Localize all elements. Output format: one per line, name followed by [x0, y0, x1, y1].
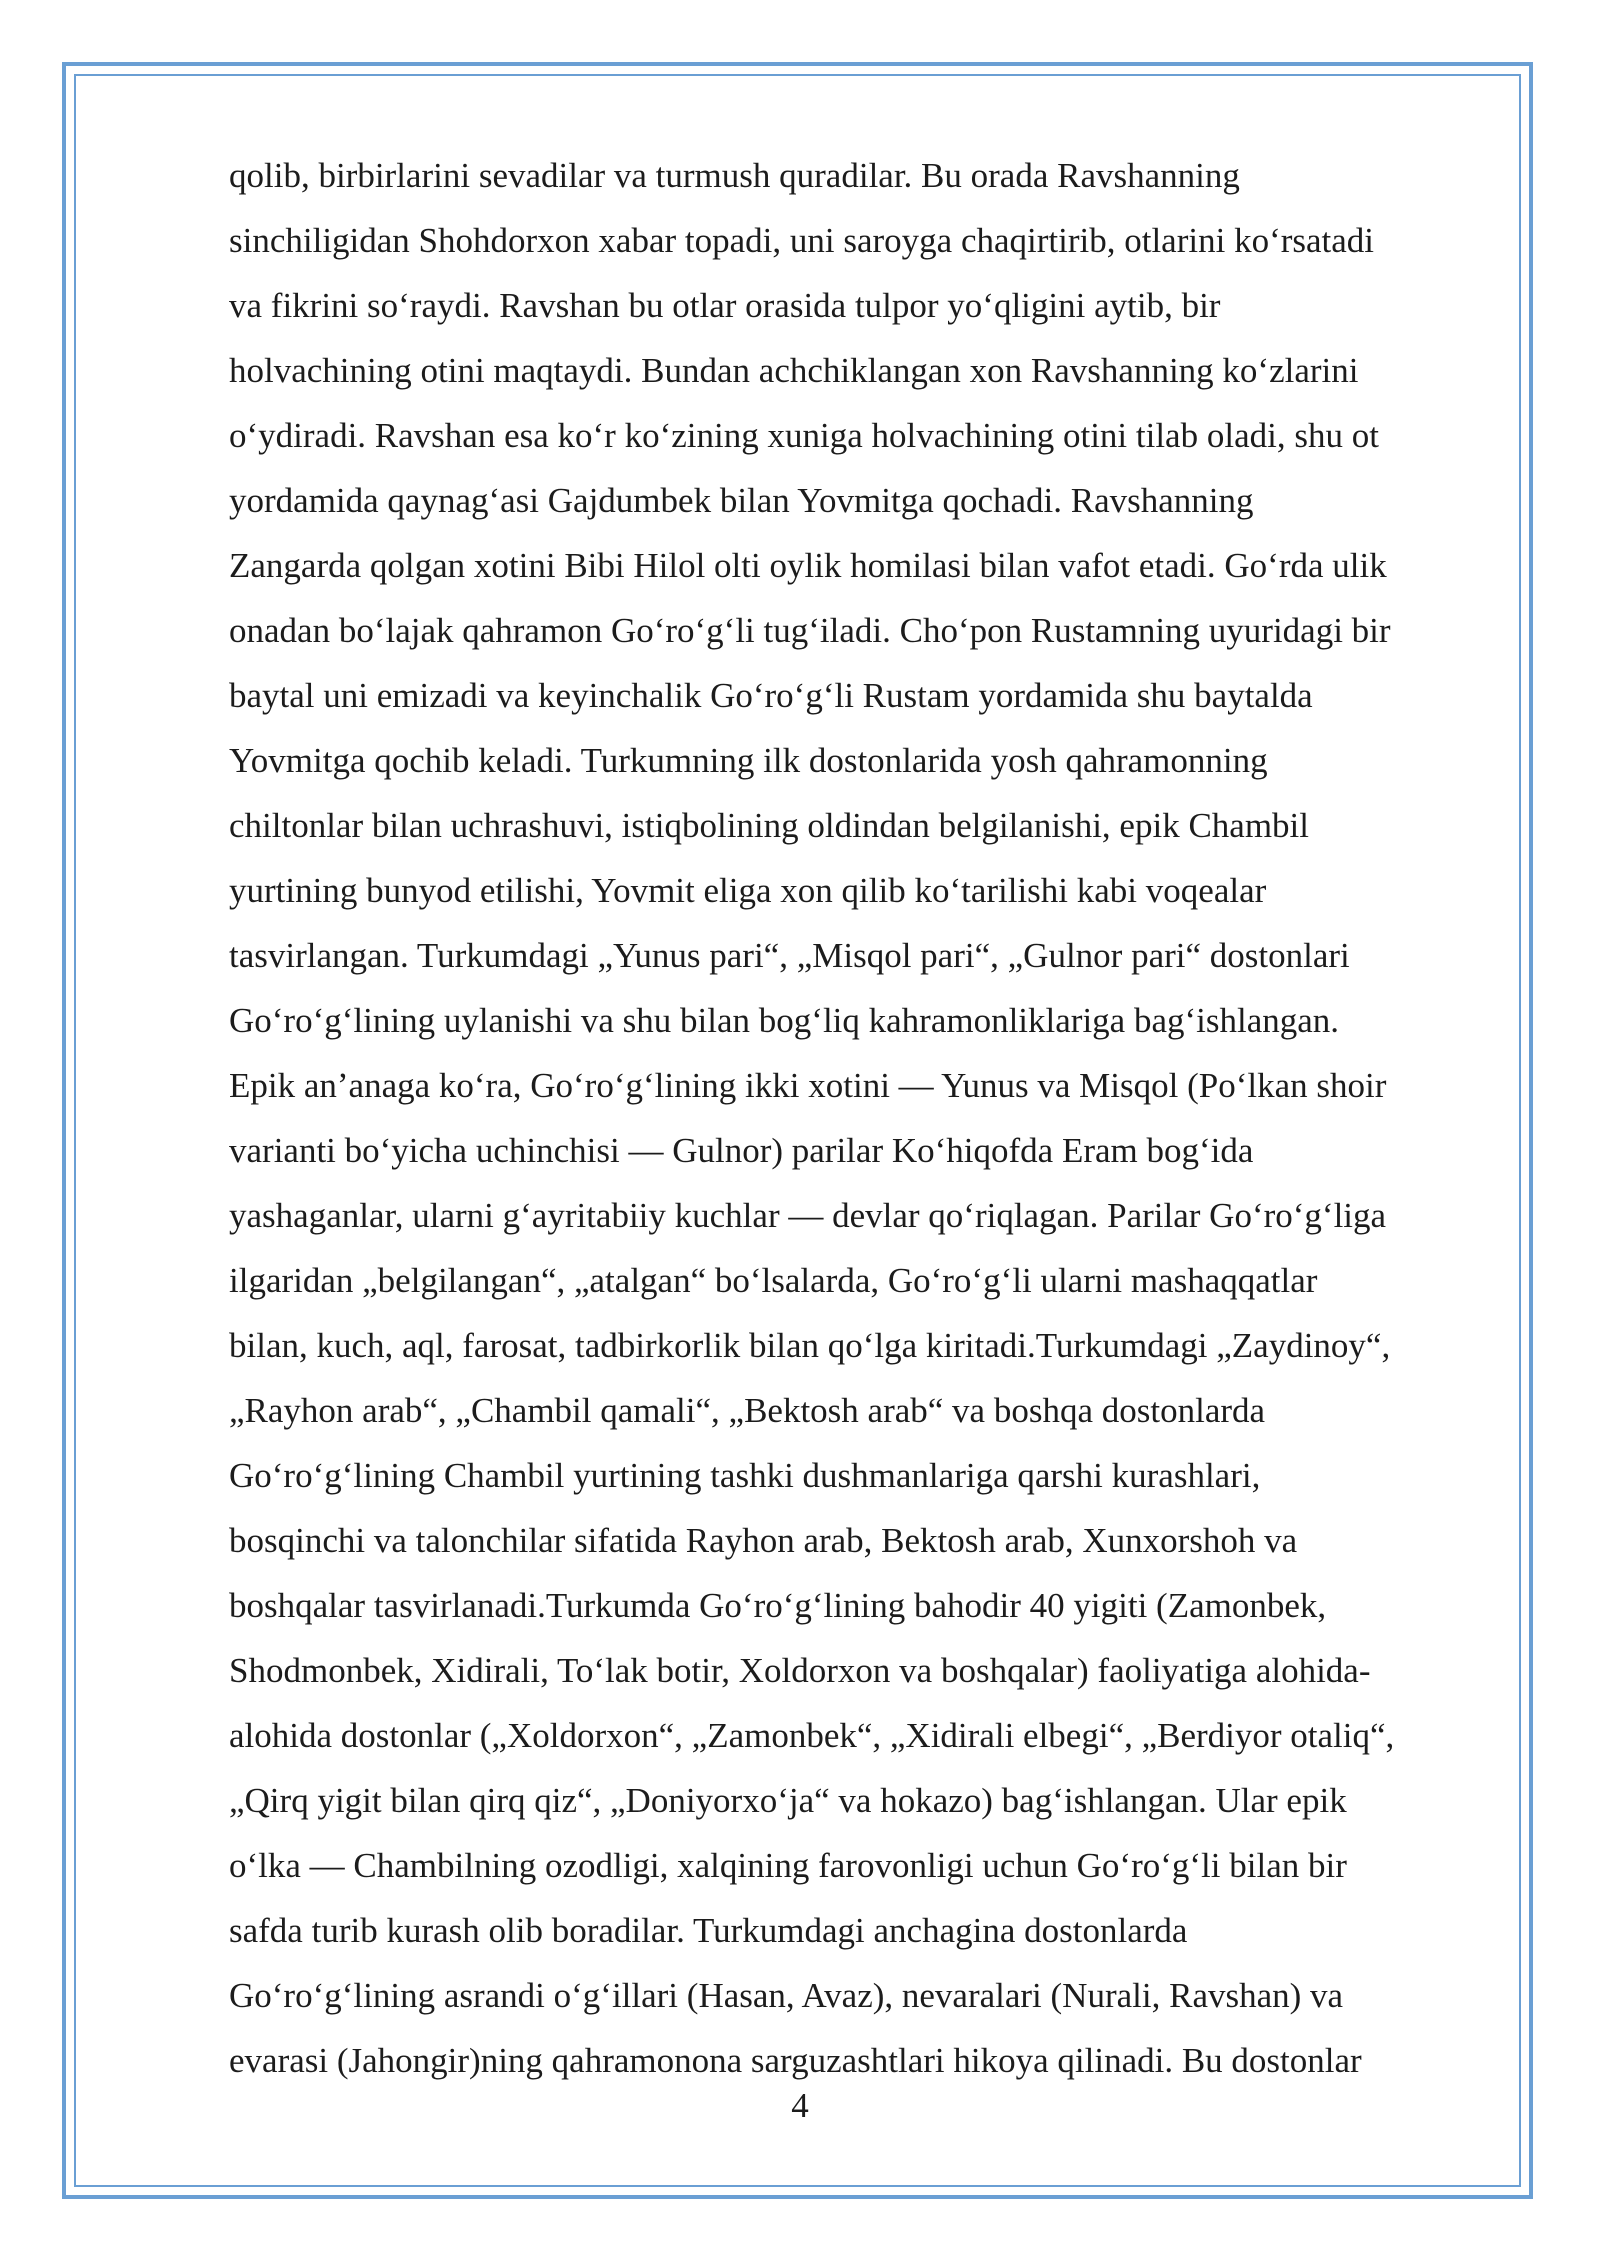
page-number: 4 — [791, 2086, 809, 2125]
text-line: alohida dostonlar („Xoldorxon“, „Zamonbek“, „Xidirali elbegi“, „Berdiyor otaliq“, — [229, 1716, 1395, 1755]
text-line: qolib, birbirlarini sevadilar va turmush quradilar. Bu orada Ravshanning — [229, 156, 1240, 195]
text-line: Zangarda qolgan xotini Bibi Hilol olti oylik homilasi bilan vafot etadi. Goʻrda ulik — [229, 546, 1387, 585]
text-line: bosqinchi va talonchilar sifatida Rayhon arab, Bektosh arab, Xunxorshoh va — [229, 1521, 1298, 1560]
text-line: boshqalar tasvirlanadi.Turkumda Goʻroʻgʻlining bahodir 40 yigiti (Zamonbek, — [229, 1586, 1327, 1625]
text-line: Goʻroʻgʻlining Chambil yurtining tashki dushmanlariga qarshi kurashlari, — [229, 1456, 1261, 1495]
body-text — [229, 148, 1489, 2098]
text-line: Shodmonbek, Xidirali, Toʻlak botir, Xoldorxon va boshqalar) faoliyatiga alohida- — [229, 1651, 1371, 1690]
text-line: ilgaridan „belgilangan“, „atalgan“ boʻlsalarda, Goʻroʻgʻli ularni mashaqqatlar — [229, 1261, 1318, 1300]
text-line: holvachining otini maqtaydi. Bundan achchiklangan xon Ravshanning koʻzlarini — [229, 351, 1359, 390]
text-line: yashaganlar, ularni gʻayritabiiy kuchlar — devlar qoʻriqlagan. Parilar Goʻroʻgʻliga — [229, 1196, 1387, 1235]
text-line: varianti boʻyicha uchinchisi — Gulnor) parilar Koʻhiqofda Eram bogʻida — [229, 1131, 1254, 1170]
text-line: „Rayhon arab“, „Chambil qamali“, „Bektosh arab“ va boshqa dostonlarda — [229, 1391, 1266, 1430]
text-line: yordamida qaynagʻasi Gajdumbek bilan Yovmitga qochadi. Ravshanning — [229, 481, 1254, 520]
text-line: evarasi (Jahongir)ning qahramonona sarguzashtlari hikoya qilinadi. Bu dostonlar — [229, 2041, 1362, 2080]
text-line: Goʻroʻgʻlining uylanishi va shu bilan bogʻliq kahramonliklariga bagʻishlangan. — [229, 1001, 1340, 1040]
text-line: bilan, kuch, aql, farosat, tadbirkorlik bilan qoʻlga kiritadi.Turkumdagi „Zaydinoy“, — [229, 1326, 1391, 1365]
text-line: Yovmitga qochib keladi. Turkumning ilk dostonlarida yosh qahramonning — [229, 741, 1268, 780]
text-line: onadan boʻlajak qahramon Goʻroʻgʻli tugʻiladi. Choʻpon Rustamning uyuridagi bir — [229, 611, 1391, 650]
text-line: va fikrini soʻraydi. Ravshan bu otlar orasida tulpor yoʻqligini aytib, bir — [229, 286, 1221, 325]
text-line: „Qirq yigit bilan qirq qiz“, „Doniyorxoʻja“ va hokazo) bagʻishlangan. Ular epik — [229, 1781, 1347, 1820]
text-line: baytal uni emizadi va keyinchalik Goʻroʻgʻli Rustam yordamida shu baytalda — [229, 676, 1313, 715]
text-line: chiltonlar bilan uchrashuvi, istiqbolining oldindan belgilanishi, epik Chambil — [229, 806, 1309, 845]
text-line: oʻydiradi. Ravshan esa koʻr koʻzining xuniga holvachining otini tilab oladi, shu ot — [229, 416, 1379, 455]
text-line: sinchiligidan Shohdorxon xabar topadi, uni saroyga chaqirtirib, otlarini koʻrsatadi — [229, 221, 1375, 260]
text-line: Epik anʼanaga koʻra, Goʻroʻgʻlining ikki xotini — Yunus va Misqol (Poʻlkan shoir — [229, 1066, 1387, 1105]
text-line: safda turib kurash olib boradilar. Turkumdagi anchagina dostonlarda — [229, 1911, 1188, 1950]
text-line: yurtining bunyod etilishi, Yovmit eliga xon qilib koʻtarilishi kabi voqealar — [229, 871, 1267, 910]
text-line: Goʻroʻgʻlining asrandi oʻgʻillari (Hasan, Avaz), nevaralari (Nurali, Ravshan) va — [229, 1976, 1344, 2015]
text-line: oʻlka — Chambilning ozodligi, xalqining farovonligi uchun Goʻroʻgʻli bilan bir — [229, 1846, 1347, 1885]
text-line: tasvirlangan. Turkumdagi „Yunus pari“, „Misqol pari“, „Gulnor pari“ dostonlari — [229, 936, 1350, 975]
